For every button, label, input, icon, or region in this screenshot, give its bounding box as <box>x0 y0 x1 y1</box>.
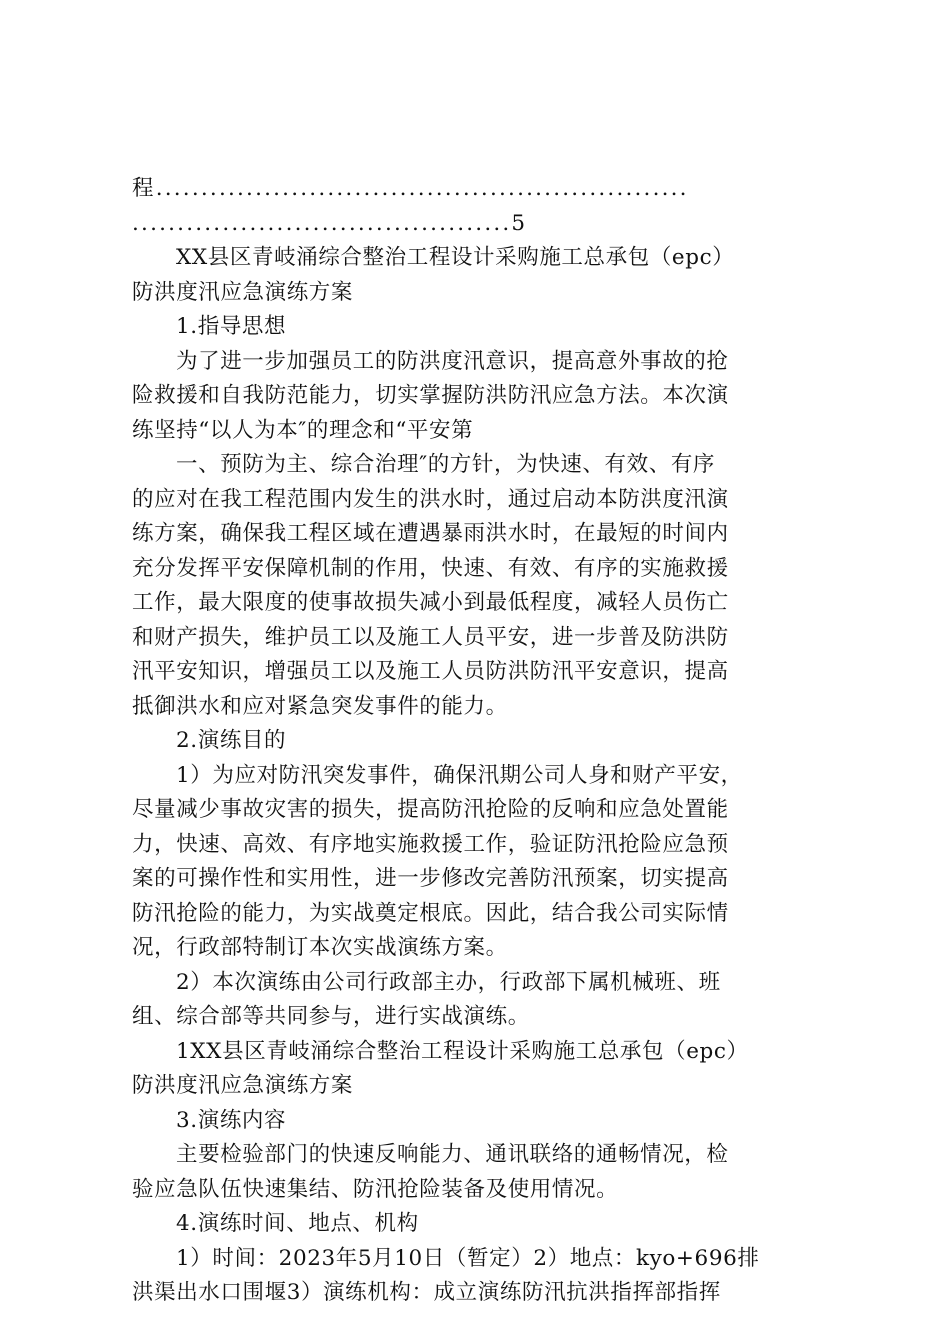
paragraph-line: 1）为应对防汛突发事件，确保汛期公司人身和财产平安， <box>176 762 743 788</box>
paragraph-line: 为了进一步加强员工的防洪度汛意识，提高意外事故的抢 <box>176 348 729 374</box>
project-title-line: XX县区青岐涌综合整治工程设计采购施工总承包（epc） <box>176 245 735 270</box>
paragraph-line: 洪渠出水口围堰3）演练机构：成立演练防汛抗洪指挥部指挥 <box>132 1280 721 1305</box>
toc-line: ..........................................5 <box>132 210 528 236</box>
paragraph-line: 汛平安知识，增强员工以及施工人员防洪防汛平安意识，提高 <box>132 659 729 684</box>
section-heading: 4.演练时间、地点、机构 <box>176 1211 419 1236</box>
paragraph-line: 一、预防为主、综合治理″的方针，为快速、有效、有序 <box>176 452 716 477</box>
paragraph-line: 充分发挥平安保障机制的作用，快速、有效、有序的实施救援 <box>132 555 729 581</box>
paragraph-line: 力，快速、高效、有序地实施救援工作，验证防汛抢险应急预 <box>132 831 729 857</box>
paragraph-line: 主要检验部门的快速反响能力、通讯联络的通畅情况，检 <box>176 1142 729 1167</box>
section-heading: 2.演练目的 <box>176 728 287 753</box>
paragraph-line: 况，行政部特制订本次实战演练方案。 <box>132 935 508 960</box>
toc-line: 程........................................................... <box>132 176 689 201</box>
section-heading: 3.演练内容 <box>176 1107 287 1133</box>
project-title-line: 防洪度汛应急演练方案 <box>132 279 354 305</box>
project-title-line: 1XX县区青岐涌综合整治工程设计采购施工总承包（epc） <box>176 1038 749 1064</box>
paragraph-line: 练坚持“以人为本″的理念和“平安第 <box>132 417 474 443</box>
paragraph-line: 险救援和自我防范能力，切实掌握防洪防汛应急方法。本次演 <box>132 383 729 408</box>
paragraph-line: 抵御洪水和应对紧急突发事件的能力。 <box>132 693 508 719</box>
paragraph-line: 的应对在我工程范围内发生的洪水时，通过启动本防洪度汛演 <box>132 486 729 512</box>
paragraph-line: 尽量减少事故灾害的损失，提高防汛抢险的反响和应急处置能 <box>132 797 729 822</box>
paragraph-line: 练方案，确保我工程区域在遭遇暴雨洪水时，在最短的时间内 <box>132 521 729 546</box>
paragraph-line: 组、综合部等共同参与，进行实战演练。 <box>132 1004 530 1029</box>
document-body <box>132 172 822 1311</box>
paragraph-line: 工作，最大限度的使事故损失减小到最低程度，减轻人员伤亡 <box>132 590 729 615</box>
paragraph-line: 和财产损失，维护员工以及施工人员平安，进一步普及防洪防 <box>132 624 729 650</box>
paragraph-line: 防汛抢险的能力，为实战奠定根底。因此，结合我公司实际情 <box>132 900 729 926</box>
section-heading: 1.指导思想 <box>176 314 287 339</box>
project-title-line: 防洪度汛应急演练方案 <box>132 1073 354 1098</box>
paragraph-line: 1）时间：2023年5月10日（暂定）2）地点：kyo+696排 <box>176 1245 760 1271</box>
paragraph-line: 验应急队伍快速集结、防汛抢险装备及使用情况。 <box>132 1176 619 1202</box>
paragraph-line: 案的可操作性和实用性，进一步修改完善防汛预案，切实提高 <box>132 866 729 891</box>
paragraph-line: 2）本次演练由公司行政部主办，行政部下属机械班、班 <box>176 969 721 995</box>
